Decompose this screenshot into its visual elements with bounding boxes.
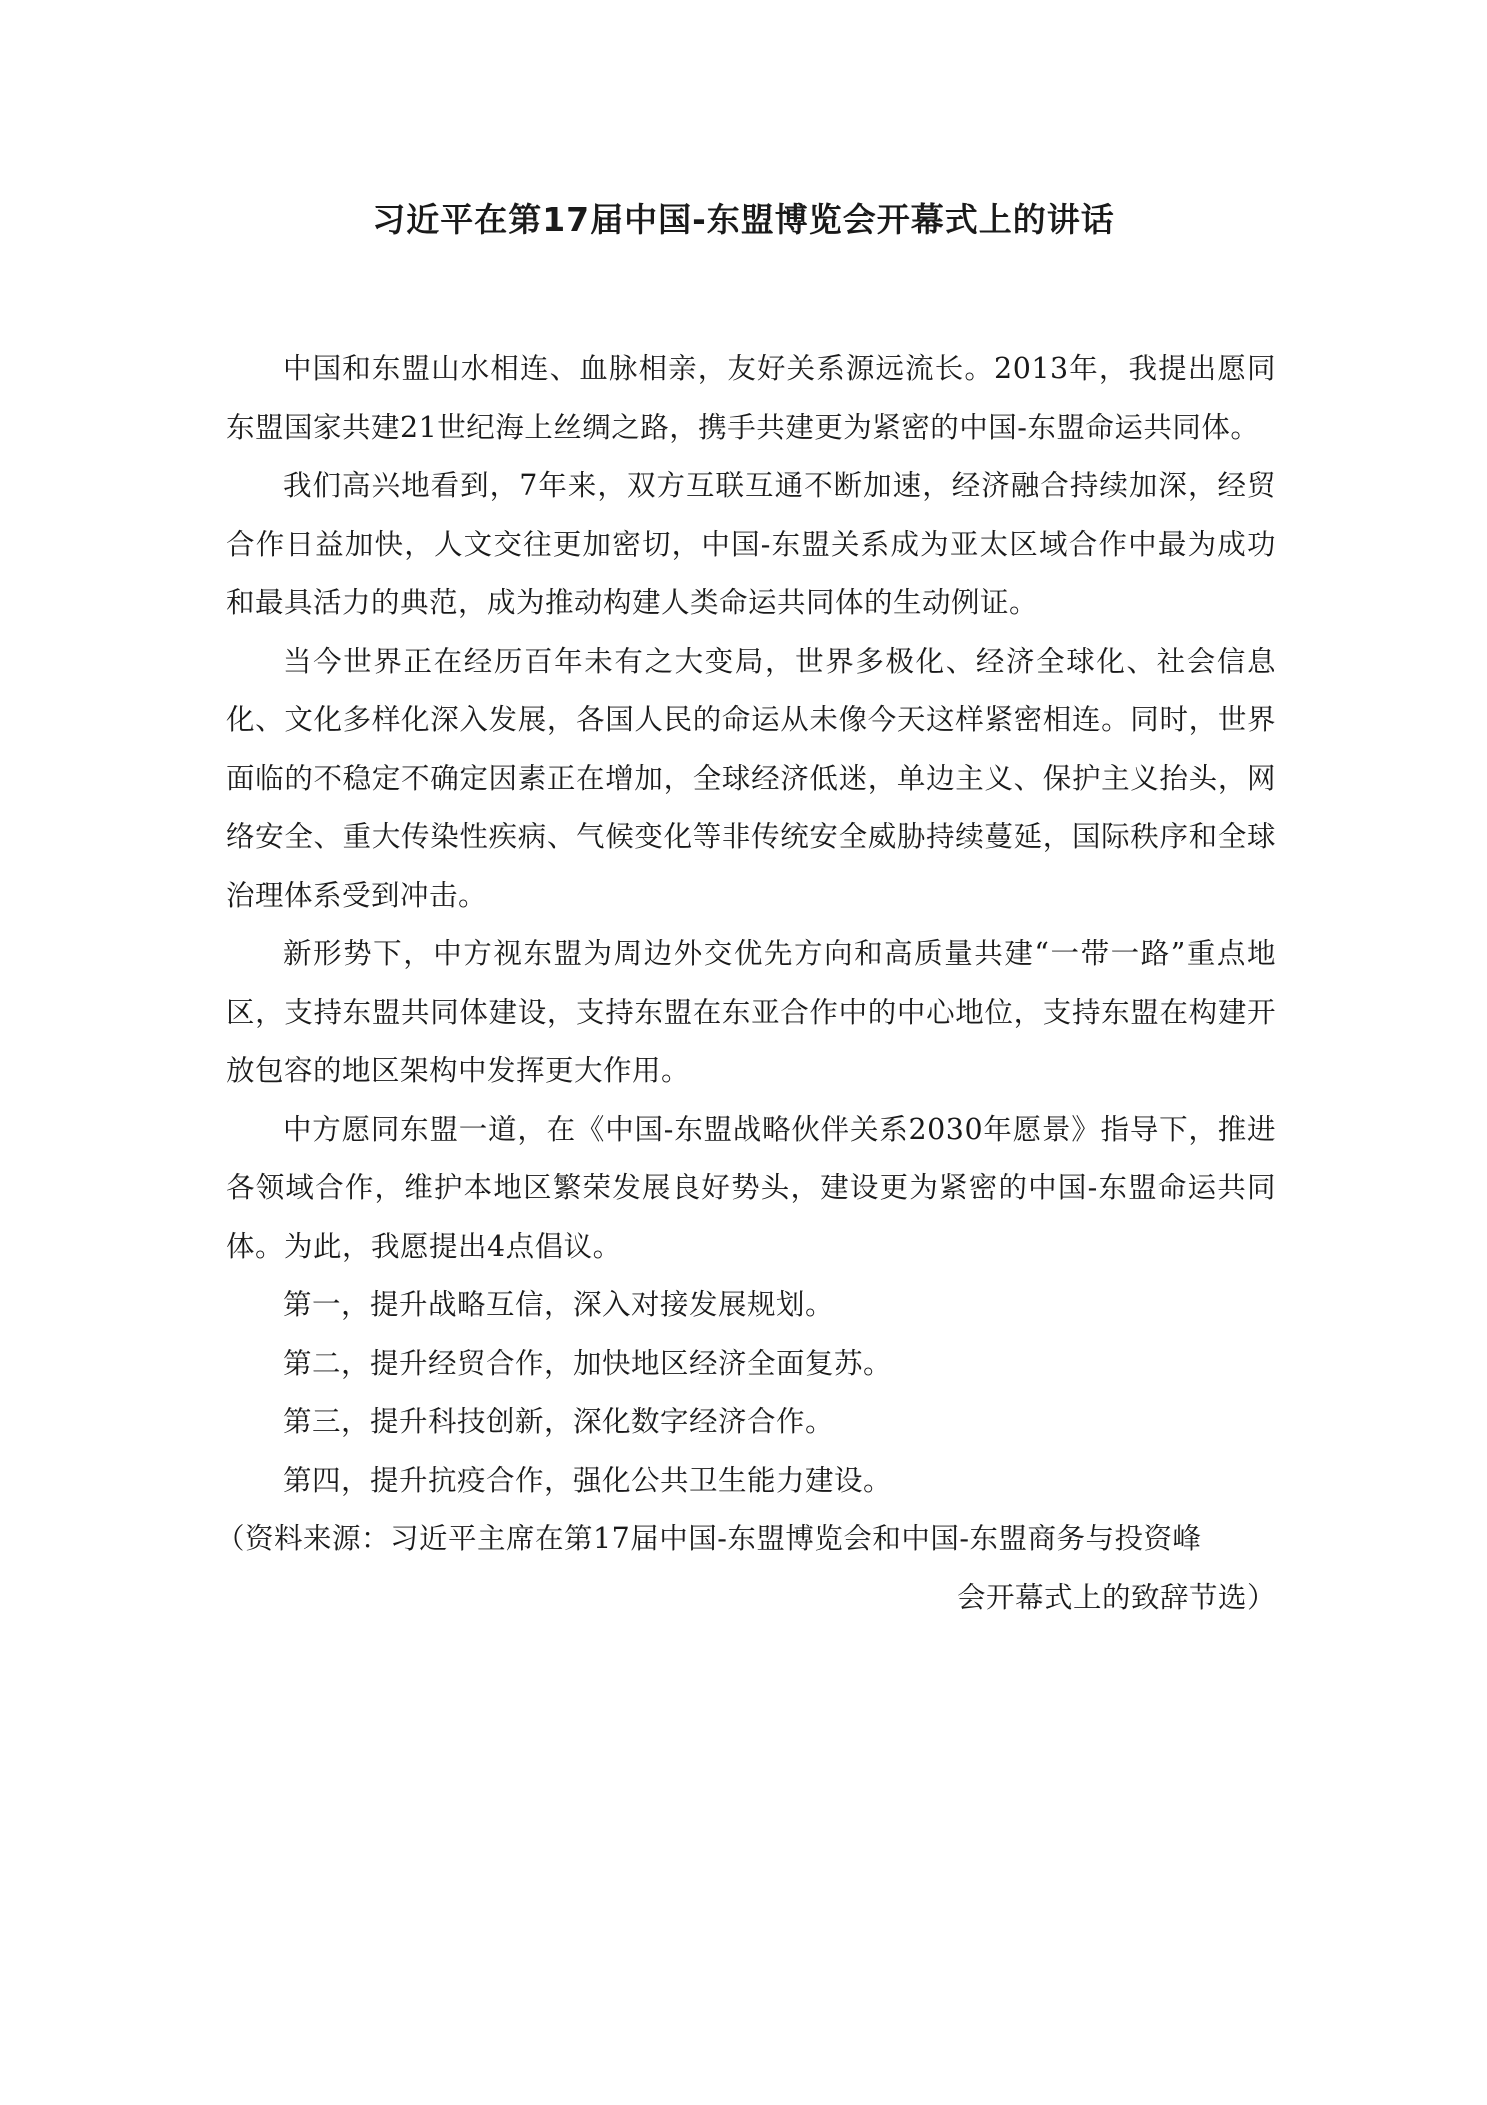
source-note-line-2: 会开幕式上的致辞节选） xyxy=(956,1580,1276,1614)
paragraph-2: 我们高兴地看到，7年来，双方互联互通不断加速，经济融合持续加深，经贸合作日益加快，人文交往更加密切，中国-东盟关系成为亚太区域合作中最为成功和最具活力的典范，成为推动构建人类命运共同体的生动例证。 xyxy=(226,469,1276,619)
proposal-4: 第四，提升抗疫合作，强化公共卫生能力建设。 xyxy=(283,1463,893,1497)
proposal-3: 第三，提升科技创新，深化数字经济合作。 xyxy=(283,1405,835,1438)
paragraph-1: 中国和东盟山水相连、血脉相亲，友好关系源远流长。2013年，我提出愿同东盟国家共建21世纪海上丝绸之路，携手共建更为紧密的中国-东盟命运共同体。 xyxy=(226,352,1276,444)
paragraph-5: 中方愿同东盟一道，在《中国-东盟战略伙伴关系2030年愿景》指导下，推进各领域合作，维护本地区繁荣发展良好势头，建设更为紧密的中国-东盟命运共同体。为此，我愿提出4点倡议。 xyxy=(226,1112,1276,1263)
paragraph-4: 新形势下，中方视东盟为周边外交优先方向和高质量共建“一带一路”重点地区，支持东盟共同体建设，支持东盟在东亚合作中的中心地位，支持东盟在构建开放包容的地区架构中发挥更大作用。 xyxy=(226,937,1276,1087)
document-title: 习近平在第17届中国-东盟博览会开幕式上的讲话 xyxy=(372,200,1115,239)
document-body xyxy=(216,340,1276,1627)
proposal-2: 第二，提升经贸合作，加快地区经济全面复苏。 xyxy=(283,1346,893,1380)
proposal-1: 第一，提升战略互信，深入对接发展规划。 xyxy=(283,1288,835,1321)
source-note xyxy=(216,1510,1276,1627)
paragraph-3: 当今世界正在经历百年未有之大变局，世界多极化、经济全球化、社会信息化、文化多样化深入发展，各国人民的命运从未像今天这样紧密相连。同时，世界面临的不稳定不确定因素正在增加，全球经济低迷，单边主义、保护主义抬头，网络安全、重大传染性疾病、气候变化等非传统安全威胁持续蔓延，国际秩序和全球治理体系受到冲击。 xyxy=(226,644,1276,912)
source-note-line-1: （资料来源：习近平主席在第17届中国-东盟博览会和中国-东盟商务与投资峰 xyxy=(216,1522,1202,1555)
